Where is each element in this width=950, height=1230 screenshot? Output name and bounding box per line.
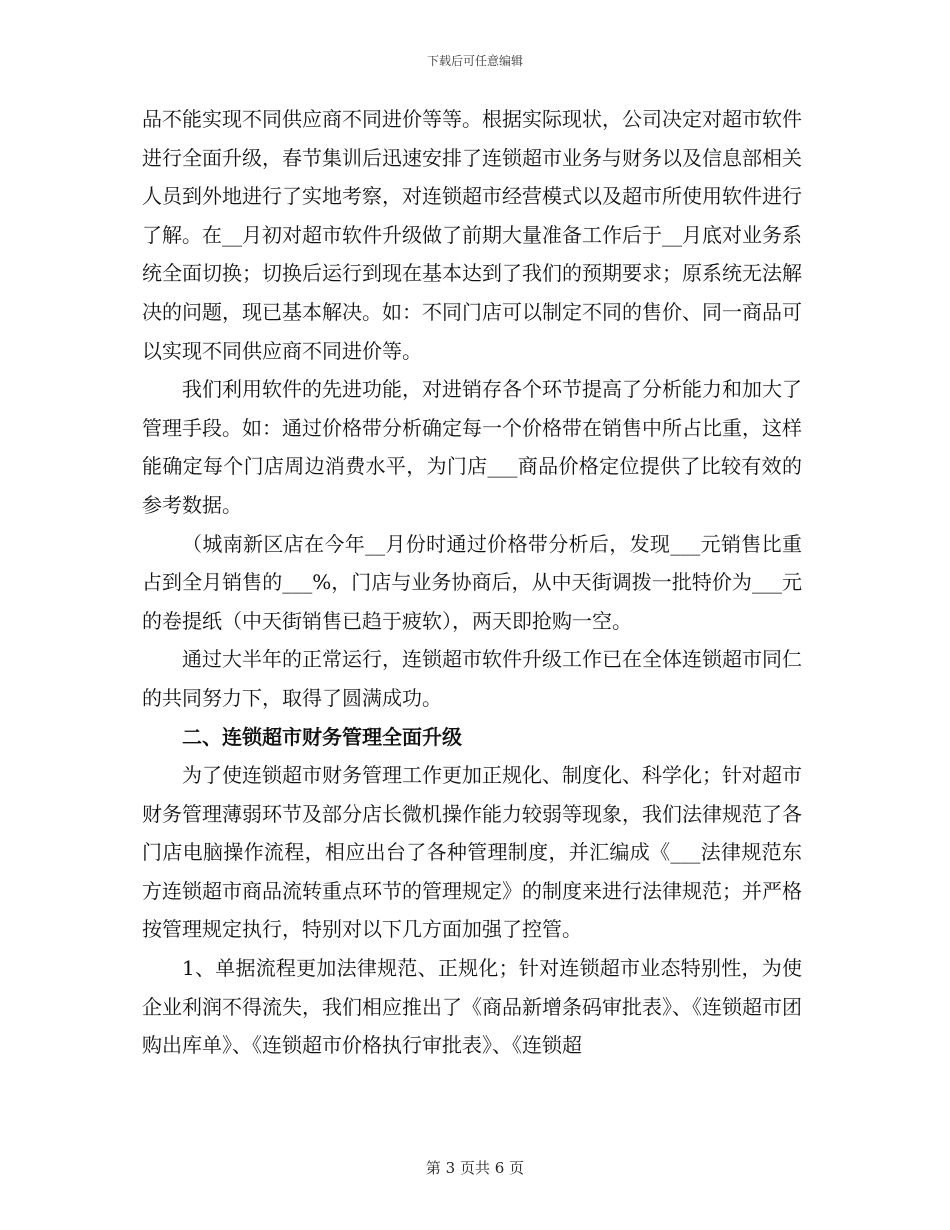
paragraph-upgrade-success: 通过大半年的正常运行，连锁超市软件升级工作已在全体连锁超市同仁的共同努力下，取得了圆满成功。 — [142, 647, 802, 710]
page-header: 下载后可任意编辑 — [426, 54, 523, 68]
section-heading-finance: 二、连锁超市财务管理全面升级 — [182, 724, 462, 749]
paragraph-chengnan-example: （城南新区店在今年__月份时通过价格带分析后，发现___元销售比重占到全月销售的___%，门店与业务协商后，从中天街调拨一批特价为___元的卷提纸（中天街销售已趋于疲软），两天即抢购一空。 — [142, 531, 802, 633]
page-footer: 第 3 页共 6 页 — [425, 1159, 525, 1177]
document-body — [142, 100, 802, 1065]
paragraph-finance-management: 为了使连锁超市财务管理工作更加正规化、制度化、科学化；针对超市财务管理薄弱环节及部分店长微机操作能力较弱等现象，我们法律规范了各门店电脑操作流程，相应出台了各种管理制度，并汇编成《___法律规范东方连锁超市商品流转重点环节的管理规定》的制度来进行法律规范；并严格按管理规定执行，特别对以下几方面加强了控管。 — [142, 763, 802, 942]
paragraph-software-analysis: 我们利用软件的先进功能，对进销存各个环节提高了分析能力和加大了管理手段。如：通过价格带分析确定每一个价格带在销售中所占比重，这样能确定每个门店周边消费水平，为门店___商品价格定位提供了比较有效的参考数据。 — [142, 377, 802, 517]
paragraph-continuation: 品不能实现不同供应商不同进价等等。根据实际现状，公司决定对超市软件进行全面升级，春节集训后迅速安排了连锁超市业务与财务以及信息部相关人员到外地进行了实地考察，对连锁超市经营模式以及超市所使用软件进行了解。在__月初对超市软件升级做了前期大量准备工作后于__月底对业务系统全面切换；切换后运行到现在基本达到了我们的预期要求；原系统无法解决的问题，现已基本解决。如：不同门店可以制定不同的售价、同一商品可以实现不同供应商不同进价等。 — [142, 107, 802, 363]
paragraph-document-flow: 1、单据流程更加法律规范、正规化；针对连锁超市业态特别性，为使企业利润不得流失，我们相应推出了《商品新增条码审批表》、《连锁超市团购出库单》、《连锁超市价格执行审批表》、《连锁超 — [142, 956, 802, 1058]
